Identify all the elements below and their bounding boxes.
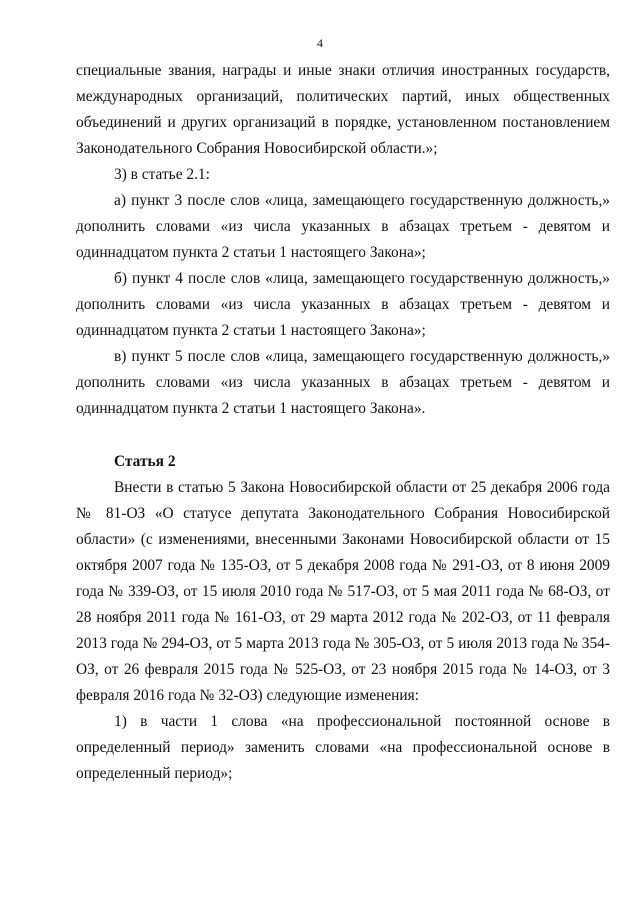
article-2-item-1: 1) в части 1 слова «на профессиональной постоянной основе в определенный период» заменить словами «на профессиональной основе в определенный период»; [76, 713, 610, 782]
article-2-intro-paragraph: Внести в статью 5 Закона Новосибирской области от 25 декабря 2006 года № 81-ОЗ «О статусе депутата Законодательного Собрания Новосибирской области» (с изменениями, внесенными Законами Новосибирской области от 15 октября 2007 года № 135-ОЗ, от 5 декабря 2008 года № 291-ОЗ, от 8 июня 2009 года № 339-ОЗ, от 15 июля 2010 года № 517-ОЗ, от 5 мая 2011 года № 68-ОЗ, от 28 ноября 2011 года № 161-ОЗ, от 29 марта 2012 года № 202-ОЗ, от 11 февраля 2013 года № 294-ОЗ, от 5 марта 2013 года № 305-ОЗ, от 5 июля 2013 года № 354-ОЗ, от 26 февраля 2015 года № 525-ОЗ, от 23 ноября 2015 года № 14-ОЗ, от 3 февраля 2016 года № 32-ОЗ) следующие изменения: [76, 479, 610, 704]
paragraph-subitem-v: в) пункт 5 после слов «лица, замещающего государственную должность,» дополнить словами «из числа указанных в абзацах третьем - девятом и одиннадцатом пункта 2 статьи 1 настоящего Закона». [76, 348, 610, 417]
paragraph-subitem-a: а) пункт 3 после слов «лица, замещающего государственную должность,» дополнить словами «из числа указанных в абзацах третьем - девятом и одиннадцатом пункта 2 статьи 1 настоящего Закона»; [76, 192, 610, 261]
page-number: 4 [317, 36, 323, 50]
article-2-heading: Статья 2 [114, 453, 176, 470]
paragraph-subitem-b: б) пункт 4 после слов «лица, замещающего государственную должность,» дополнить словами «из числа указанных в абзацах третьем - девятом и одиннадцатом пункта 2 статьи 1 настоящего Закона»; [76, 270, 610, 339]
document-body [76, 58, 610, 787]
paragraph-continuation: специальные звания, награды и иные знаки отличия иностранных государств, международных организаций, политических партий, иных общественных объединений и других организаций в порядке, установленном постановлением Законодательного Собрания Новосибирской области.»; [76, 62, 610, 157]
paragraph-item-3: 3) в статье 2.1: [114, 166, 210, 183]
